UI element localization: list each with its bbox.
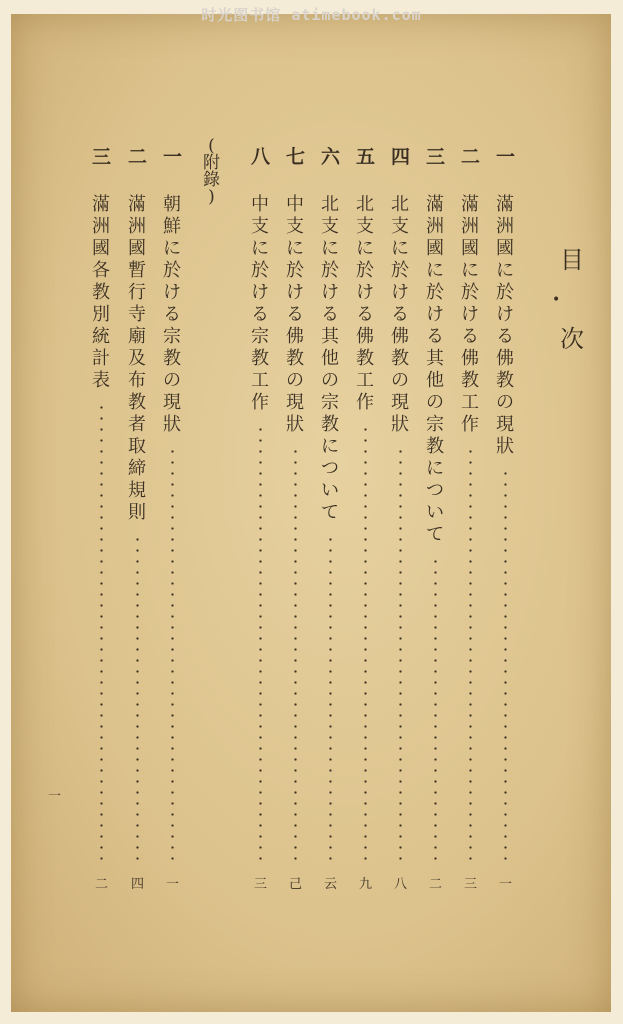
page-title: 目 次: [560, 246, 584, 353]
toc-entry-number-6: 六: [321, 146, 341, 168]
toc-entry-page-3: 二: [429, 877, 443, 892]
toc-entry-page-1: 一: [499, 877, 513, 892]
toc-entry-leader-5: [364, 424, 367, 862]
appendix-entry-leader-2: [136, 534, 139, 862]
toc-entry-number-1: 一: [496, 146, 516, 168]
appendix-entry-page-3: 二: [95, 877, 109, 892]
toc-entry-leader-2: [469, 446, 472, 862]
toc-entry-leader-8: [259, 424, 262, 862]
toc-entry-number-8: 八: [251, 146, 271, 168]
toc-entry-number-5: 五: [356, 146, 376, 168]
appendix-entry-page-2: 四: [131, 877, 145, 892]
toc-entry-leader-6: [329, 534, 332, 862]
toc-entry-number-3: 三: [426, 146, 446, 168]
appendix-entry-leader-3: [100, 402, 103, 862]
toc-entry-page-8: 三: [254, 877, 268, 892]
toc-entry-leader-3: [434, 556, 437, 862]
toc-entry-leader-1: [504, 468, 507, 862]
toc-entry-title-5: 北 支 に 於 け る 佛 教 工 作: [356, 194, 374, 413]
appendix-entry-number-3: 三: [92, 146, 112, 168]
toc-entry-leader-4: [399, 446, 402, 862]
toc-entry-title-2: 滿 洲 國 に 於 け る 佛 教 工 作: [461, 194, 479, 435]
appendix-entry-page-1: 一: [166, 877, 180, 892]
toc-entry-page-2: 三: [464, 877, 478, 892]
toc-entry-title-7: 中 支 に 於 け る 佛 教 の 現 狀: [286, 194, 304, 435]
toc-entry-title-4: 北 支 に 於 け る 佛 教 の 現 狀: [391, 194, 409, 435]
toc-entry-leader-7: [294, 446, 297, 862]
toc-entry-page-5: 九: [359, 877, 373, 892]
appendix-entry-title-1: 朝 鮮 に 於 け る 宗 教 の 現 狀: [163, 194, 181, 435]
toc-entry-title-1: 滿 洲 國 に 於 け る 佛 教 の 現 狀: [496, 194, 514, 457]
toc-entry-page-7: 己: [289, 877, 303, 892]
toc-entry-number-4: 四: [391, 146, 411, 168]
appendix-entry-leader-1: [171, 446, 174, 862]
toc-entry-title-8: 中 支 に 於 け る 宗 教 工 作: [251, 194, 269, 413]
toc-entry-number-7: 七: [286, 146, 306, 168]
title-dot: •: [552, 292, 561, 308]
toc-entry-title-3: 滿 洲 國 に 於 け る 其 他 の 宗 教 に つ い て: [426, 194, 444, 545]
toc-entry-title-6: 北 支 に 於 け る 其 他 の 宗 教 に つ い て: [321, 194, 339, 523]
appendix-entry-title-3: 滿 洲 國 各 教 別 統 計 表: [92, 194, 110, 391]
appendix-entry-title-2: 滿 洲 國 暫 行 寺 廟 及 布 教 者 取 締 規 則: [128, 194, 146, 523]
page-folio: 一: [48, 789, 62, 804]
toc-entry-number-2: 二: [461, 146, 481, 168]
appendix-entry-number-1: 一: [163, 146, 183, 168]
appendix-entry-number-2: 二: [128, 146, 148, 168]
toc-entry-page-4: 八: [394, 877, 408, 892]
toc-entry-page-6: 云: [324, 877, 338, 892]
appendix-label: ( 附 錄 ): [203, 136, 220, 207]
watermark: 时光图书馆 atimebook.com: [201, 6, 422, 24]
